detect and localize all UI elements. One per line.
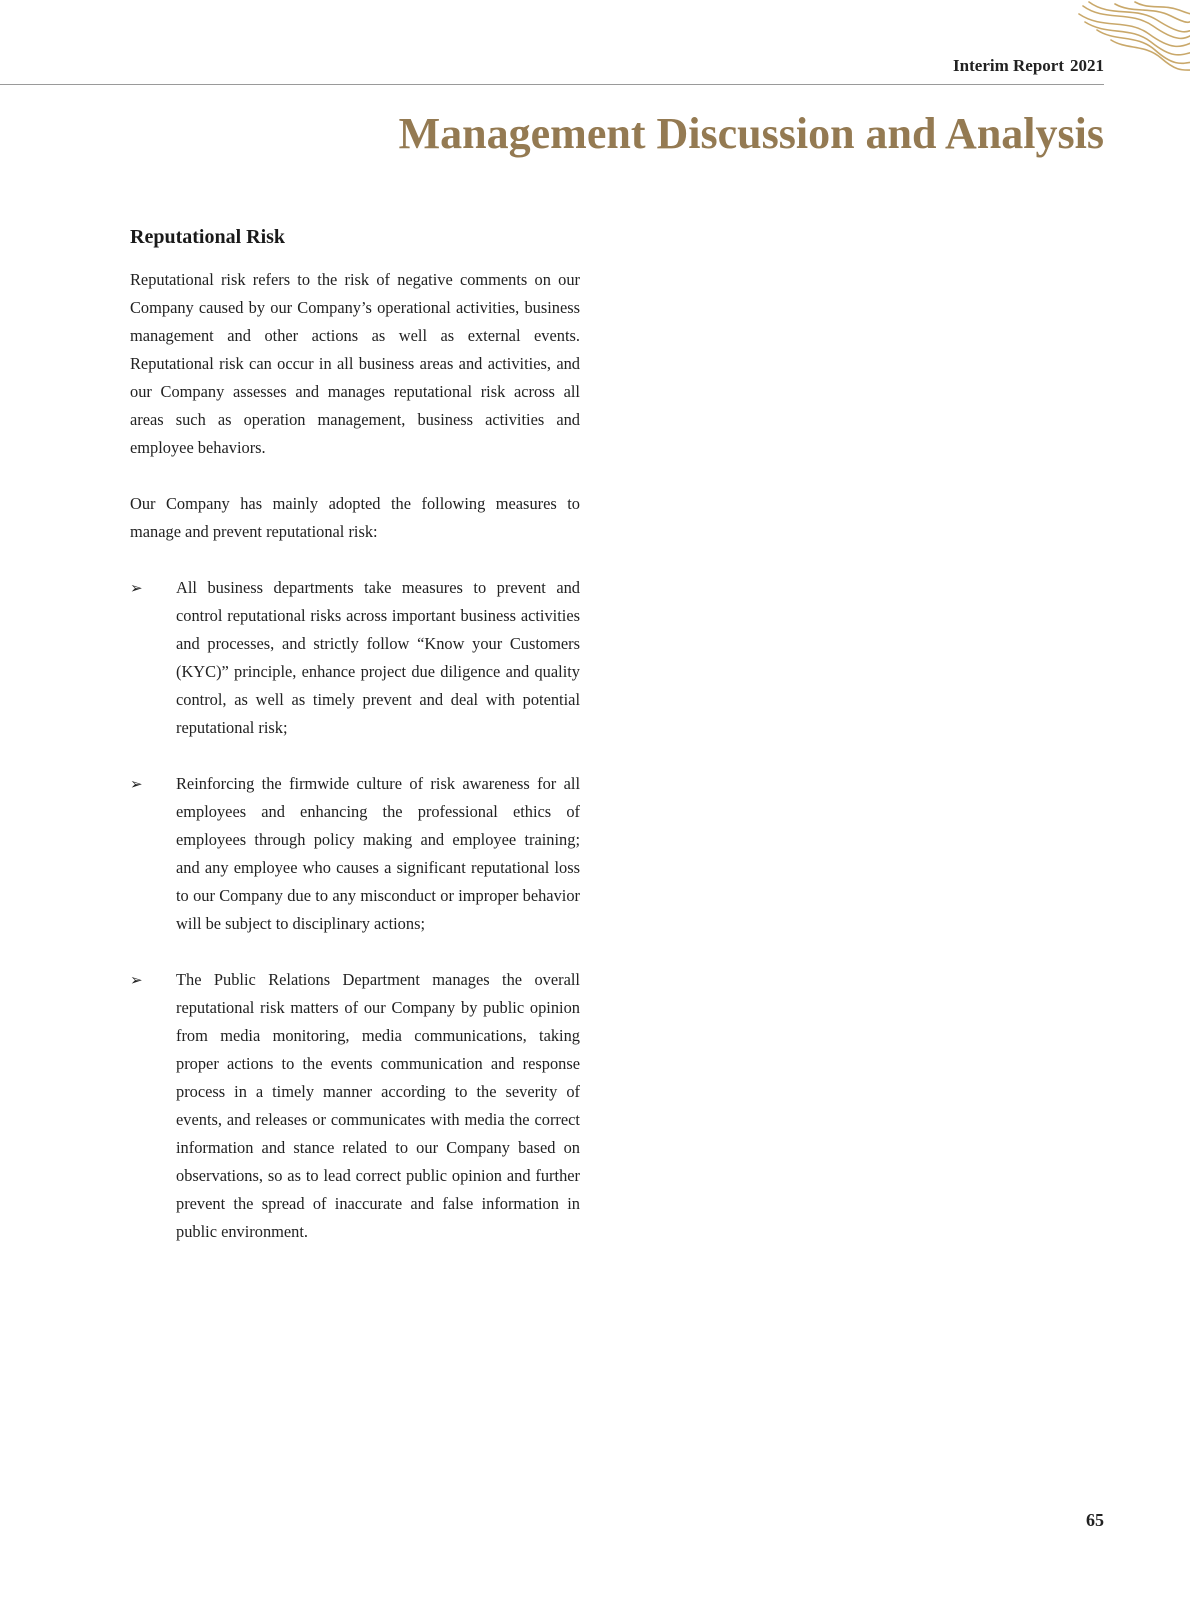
list-item [130,770,580,938]
list-item [130,574,580,742]
report-year: 2021 [1070,56,1104,75]
list-item-text: The Public Relations Department manages the overall reputational risk matters of our Company by public opinion from media monitoring, media communications, taking proper actions to the events communication and response process in a timely manner according to the severity of events, and releases or communicates with media the correct information and stance related to our Company based on observations, so as to lead correct public opinion and further prevent the spread of inaccurate and false information in public environment. [176,970,580,1241]
page-title: Management Discussion and Analysis [398,109,1104,158]
report-name: Interim Report [953,56,1064,75]
list-item-text: All business departments take measures to prevent and control reputational risks across important business activities and processes, and strictly follow “Know your Customers (KYC)” principle, enhance project due diligence and quality control, as well as timely prevent and deal with potential reputational risk; [176,578,580,737]
report-title [953,56,1104,76]
paragraph-measures: Our Company has mainly adopted the following measures to manage and prevent reputational risk: [130,494,580,541]
paragraph-intro: Reputational risk refers to the risk of negative comments on our Company caused by our Company’s operational activities, business management and other actions as well as external events. Reputational risk can occur in all business areas and activities, and our Company assesses and manages reputational risk across all areas such as operation management, business activities and employee behaviors. [130,270,580,457]
section-heading: Reputational Risk [130,226,286,248]
arrowhead-bullet-icon: ➢ [130,971,143,989]
arrowhead-bullet-icon: ➢ [130,579,143,597]
list-item-text: Reinforcing the firmwide culture of risk awareness for all employees and enhancing the professional ethics of employees through policy making and employee training; and any employee who causes a significant reputational loss to our Company due to any misconduct or improper behavior will be subject to disciplinary actions; [176,774,580,933]
page-number: 65 [1086,1510,1104,1530]
list-item [130,966,580,1246]
arrowhead-bullet-icon: ➢ [130,775,143,793]
measures-list [130,574,580,1246]
main-content [130,222,580,1274]
header-divider [0,84,1104,85]
